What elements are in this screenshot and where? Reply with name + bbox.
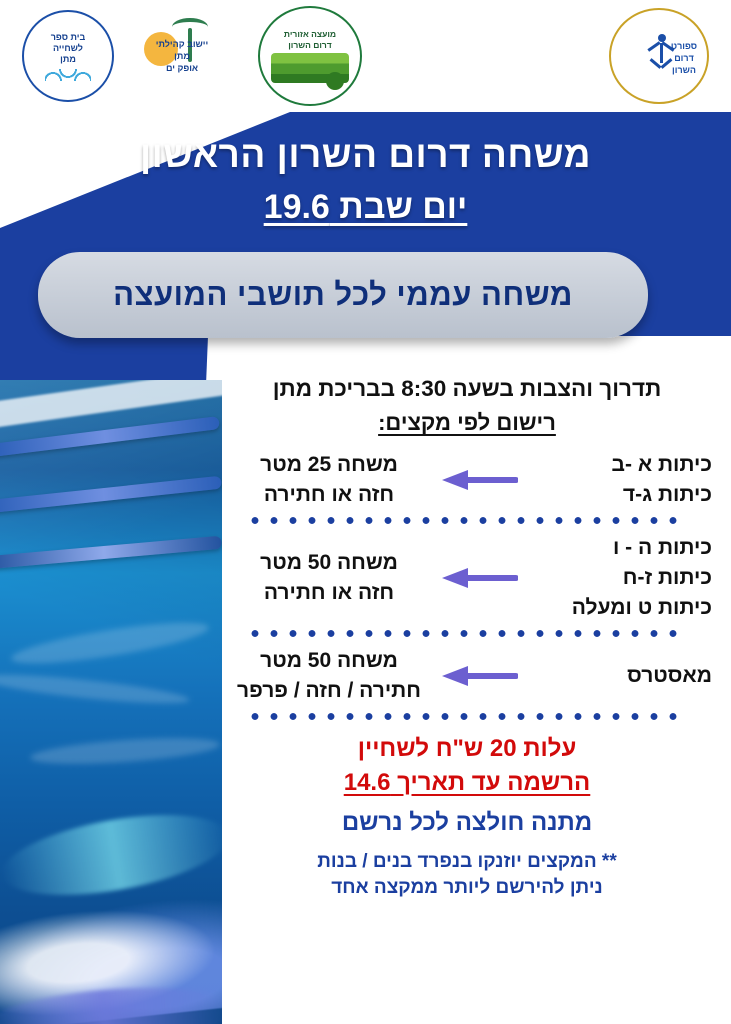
group-row bbox=[214, 533, 720, 623]
logo-line-1: בית ספר bbox=[50, 31, 86, 42]
grade-line: מאסטרס bbox=[627, 664, 712, 687]
logo-line-3: אופק ים bbox=[165, 63, 199, 73]
logo-line-3: השרון bbox=[672, 65, 696, 75]
grade-line: כיתות ז-ח bbox=[622, 566, 712, 589]
water-ripple bbox=[29, 733, 220, 768]
cost-text: עלות 20 ש"ח לשחיין bbox=[357, 735, 577, 762]
logo-sport-drom-hasharon bbox=[609, 8, 709, 104]
group-event bbox=[226, 548, 432, 608]
logo-line-2: דרום bbox=[674, 53, 694, 63]
gift-text: מתנה חולצה לכל נרשם bbox=[341, 809, 593, 836]
event-distance: משחה 50 מטר bbox=[260, 551, 398, 574]
logo-moatza-ezorit-drom-hasharon bbox=[258, 6, 362, 106]
wave-icon bbox=[45, 69, 91, 81]
logo-beit-sefer-lesachiya-matan bbox=[22, 10, 114, 102]
left-arrow-icon bbox=[432, 663, 524, 689]
dotted-divider bbox=[244, 516, 684, 525]
logo-yishuv-kehilati-matan bbox=[128, 6, 236, 106]
event-styles: חתירה / חזה / פרפר bbox=[237, 679, 421, 702]
logo-line-1: יישוב קהילתי bbox=[155, 39, 209, 49]
logo-line-1: ספורט bbox=[670, 41, 698, 51]
dotted-divider bbox=[244, 712, 684, 721]
lane-rope bbox=[0, 476, 222, 514]
footer-info bbox=[214, 735, 720, 899]
grade-line: כיתות ט ומעלה bbox=[571, 596, 712, 619]
group-grades bbox=[524, 661, 720, 691]
group-grades bbox=[524, 533, 720, 623]
logo-row bbox=[0, 0, 731, 112]
event-styles: חזה או חתירה bbox=[263, 581, 395, 604]
content-area bbox=[214, 376, 720, 899]
event-distance: משחה 25 מטר bbox=[260, 453, 398, 476]
group-event bbox=[226, 450, 432, 510]
logo-line-1: מועצה אזורית bbox=[283, 29, 337, 39]
lane-rope bbox=[0, 536, 222, 570]
headline bbox=[0, 134, 731, 227]
deadline-text: הרשמה עד תאריך 14.6 bbox=[343, 769, 591, 796]
group-event bbox=[226, 646, 432, 706]
group-row bbox=[214, 646, 720, 706]
left-arrow-icon bbox=[432, 467, 524, 493]
briefing-text: תדרוך והצבות בשעה 8:30 בבריכת מתן bbox=[272, 376, 662, 401]
grade-line: כיתות א -ב bbox=[611, 453, 712, 476]
event-distance: משחה 50 מטר bbox=[260, 649, 398, 672]
logo-line-2: מתן bbox=[174, 51, 190, 61]
pool-photo bbox=[0, 380, 222, 1024]
group-row bbox=[214, 450, 720, 510]
left-arrow-icon bbox=[432, 565, 524, 591]
logo-line-3: מתן bbox=[60, 53, 76, 64]
group-grades bbox=[524, 450, 720, 510]
logo-text-block bbox=[667, 40, 701, 76]
banner-text: משחה עממי לכל תושבי המועצה bbox=[113, 277, 573, 312]
tree-icon bbox=[326, 72, 344, 90]
logo-line-2: לשחייה bbox=[53, 42, 83, 53]
banner bbox=[38, 252, 648, 338]
headline-date: יום שבת 19.6 bbox=[263, 188, 468, 226]
note-heats: ** המקצים יוזנקו בנפרד בנים / בנות bbox=[317, 851, 617, 872]
event-styles: חזה או חתירה bbox=[263, 483, 395, 506]
note-multiple-events: ניתן להירשם ליותר ממקצה אחד bbox=[331, 877, 603, 898]
registration-subhead: רישום לפי מקצים: bbox=[378, 410, 556, 435]
water-ripple bbox=[0, 669, 190, 709]
grade-line: כיתות ג-ד bbox=[622, 483, 712, 506]
headline-title: משחה דרום השרון הראשון bbox=[139, 134, 592, 175]
grade-line: כיתות ה - ו bbox=[612, 536, 712, 559]
logo-line-2: דרום השרון bbox=[288, 40, 332, 50]
dotted-divider bbox=[244, 629, 684, 638]
water-ripple bbox=[9, 615, 211, 672]
